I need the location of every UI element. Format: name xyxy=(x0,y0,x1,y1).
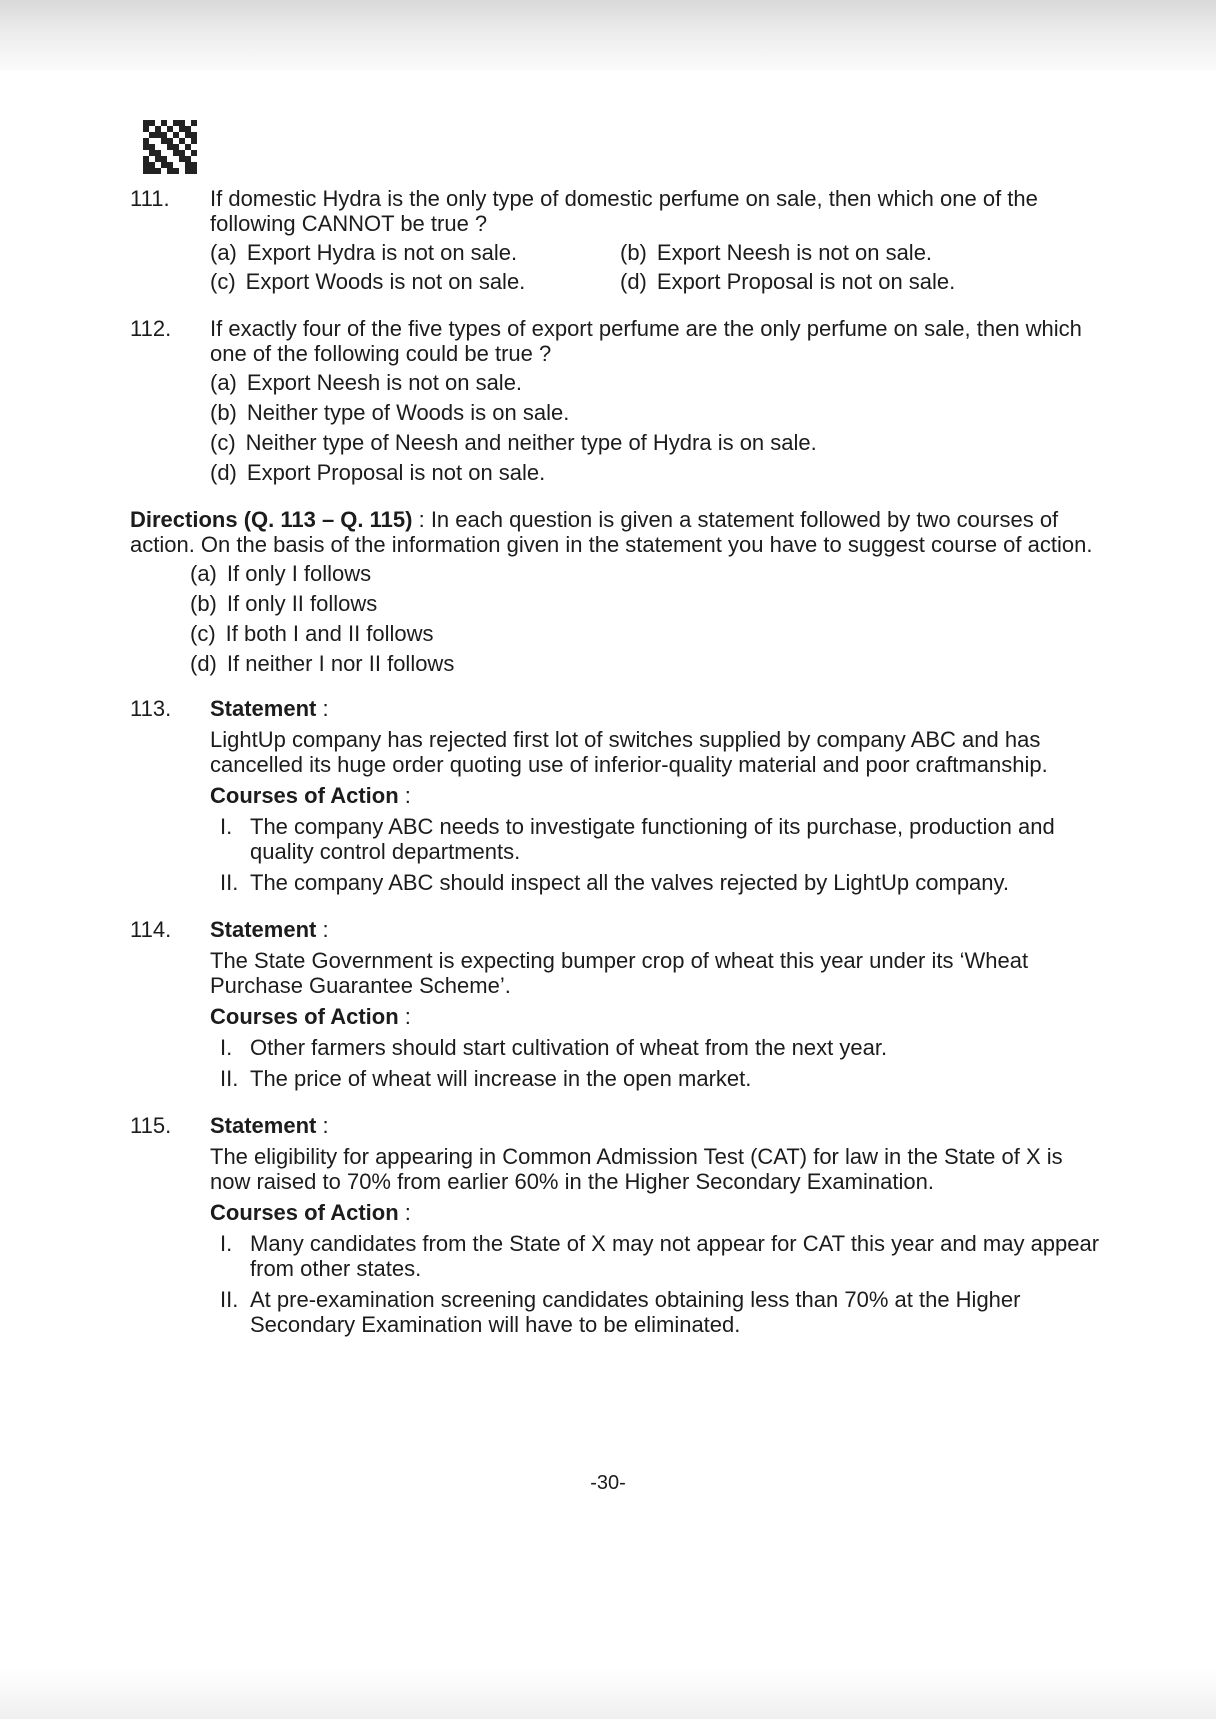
course-key: II. xyxy=(220,870,239,895)
course-text: Many candidates from the State of X may not appear for CAT this year and may appear from other states. xyxy=(250,1231,1100,1281)
course-key: I. xyxy=(220,1035,233,1060)
statement-label: Statement xyxy=(210,1113,317,1138)
question-number: 113. xyxy=(130,696,172,721)
option-text: Export Neesh is not on sale. xyxy=(656,240,933,265)
question-111 xyxy=(130,186,1100,294)
question-114 xyxy=(130,917,1100,1091)
option-key: (d) xyxy=(620,269,647,294)
coa-heading: Courses of Action : xyxy=(210,1004,411,1029)
coa-heading: Courses of Action : xyxy=(210,783,411,808)
option-b xyxy=(210,400,1100,425)
directions-options xyxy=(130,561,1100,676)
question-number: 115. xyxy=(130,1113,172,1138)
statement-heading: Statement : xyxy=(210,696,329,721)
statement-heading: Statement : xyxy=(210,917,329,942)
question-113 xyxy=(130,696,1100,895)
course-1 xyxy=(210,1231,1100,1281)
option-key: (a) xyxy=(210,240,237,265)
scan-shadow-bottom xyxy=(0,1669,1216,1719)
statement-label: Statement xyxy=(210,917,317,942)
question-112 xyxy=(130,316,1100,485)
option-a xyxy=(210,240,620,265)
qr-code-icon xyxy=(143,120,197,174)
course-key: II. xyxy=(220,1066,239,1091)
directions-body: : In each question is given a statement followed by two courses of action. On the basis of the information given in the statement you have to suggest course of action. xyxy=(130,507,1093,557)
option-text: Neither type of Neesh and neither type of Hydra is on sale. xyxy=(245,430,817,455)
directions-block xyxy=(130,507,1100,676)
option-text: Export Woods is not on sale. xyxy=(245,269,526,294)
directions-label: Directions (Q. 113 – Q. 115) xyxy=(130,507,413,532)
course-text: The price of wheat will increase in the open market. xyxy=(250,1066,752,1091)
statement-text: The eligibility for appearing in Common Admission Test (CAT) for law in the State of X is now raised to 70% from earlier 60% in the Higher Secondary Examination. xyxy=(210,1144,1063,1194)
directions-text xyxy=(130,507,1100,557)
question-content xyxy=(130,186,1100,1359)
course-2 xyxy=(210,870,1100,895)
option-key: (d) xyxy=(190,651,217,676)
option-key: (b) xyxy=(190,591,217,616)
course-1 xyxy=(210,814,1100,864)
course-1 xyxy=(210,1035,1100,1060)
option-text: If only II follows xyxy=(226,591,378,616)
question-number: 111. xyxy=(130,186,170,211)
option-c xyxy=(210,430,1100,455)
option-text: Export Proposal is not on sale. xyxy=(656,269,956,294)
option-c xyxy=(210,269,620,294)
course-text: At pre-examination screening candidates obtaining less than 70% at the Higher Secondary Examination will have to be eliminated. xyxy=(250,1287,1021,1337)
coa-label: Courses of Action xyxy=(210,1200,399,1225)
option-d xyxy=(190,651,1100,676)
coa-label: Courses of Action xyxy=(210,1004,399,1029)
course-key: I. xyxy=(220,814,233,839)
course-text: Other farmers should start cultivation of wheat from the next year. xyxy=(250,1035,888,1060)
option-key: (c) xyxy=(210,269,236,294)
option-b xyxy=(620,240,1100,265)
option-key: (a) xyxy=(190,561,217,586)
option-key: (b) xyxy=(620,240,647,265)
page-number: -30- xyxy=(590,1472,626,1494)
option-text: Neither type of Woods is on sale. xyxy=(246,400,570,425)
statement-heading: Statement : xyxy=(210,1113,329,1138)
options-list xyxy=(210,370,1100,485)
course-text: The company ABC needs to investigate functioning of its purchase, production and quality control departments. xyxy=(250,814,1055,864)
option-key: (c) xyxy=(210,430,236,455)
course-2 xyxy=(210,1287,1100,1337)
option-text: If neither I nor II follows xyxy=(226,651,455,676)
option-text: If both I and II follows xyxy=(225,621,434,646)
question-115 xyxy=(130,1113,1100,1337)
statement-text: LightUp company has rejected first lot of switches supplied by company ABC and has cancelled its huge order quoting use of inferior-quality material and poor craftmanship. xyxy=(210,727,1048,777)
course-2 xyxy=(210,1066,1100,1091)
option-text: Export Neesh is not on sale. xyxy=(246,370,523,395)
question-number: 114. xyxy=(130,917,172,942)
question-text: If domestic Hydra is the only type of domestic perfume on sale, then which one of the following CANNOT be true ? xyxy=(210,186,1038,236)
option-key: (d) xyxy=(210,460,237,485)
option-key: (a) xyxy=(210,370,237,395)
option-key: (b) xyxy=(210,400,237,425)
option-d xyxy=(210,460,1100,485)
statement-label: Statement xyxy=(210,696,317,721)
coa-label: Courses of Action xyxy=(210,783,399,808)
option-text: If only I follows xyxy=(226,561,372,586)
option-text: Export Hydra is not on sale. xyxy=(246,240,518,265)
course-key: II. xyxy=(220,1287,239,1312)
option-key: (c) xyxy=(190,621,216,646)
scan-shadow-top xyxy=(0,0,1216,70)
coa-heading: Courses of Action : xyxy=(210,1200,411,1225)
question-text: If exactly four of the five types of export perfume are the only perfume on sale, then which one of the following could be true ? xyxy=(210,316,1082,366)
option-a xyxy=(190,561,1100,586)
option-text: Export Proposal is not on sale. xyxy=(246,460,546,485)
statement-text: The State Government is expecting bumper crop of wheat this year under its ‘Wheat Purchase Guarantee Scheme’. xyxy=(210,948,1029,998)
option-c xyxy=(190,621,1100,646)
option-a xyxy=(210,370,1100,395)
question-number: 112. xyxy=(130,316,172,341)
option-b xyxy=(190,591,1100,616)
course-text: The company ABC should inspect all the valves rejected by LightUp company. xyxy=(250,870,1009,895)
option-d xyxy=(620,269,1100,294)
course-key: I. xyxy=(220,1231,233,1256)
options-grid xyxy=(210,240,1100,294)
